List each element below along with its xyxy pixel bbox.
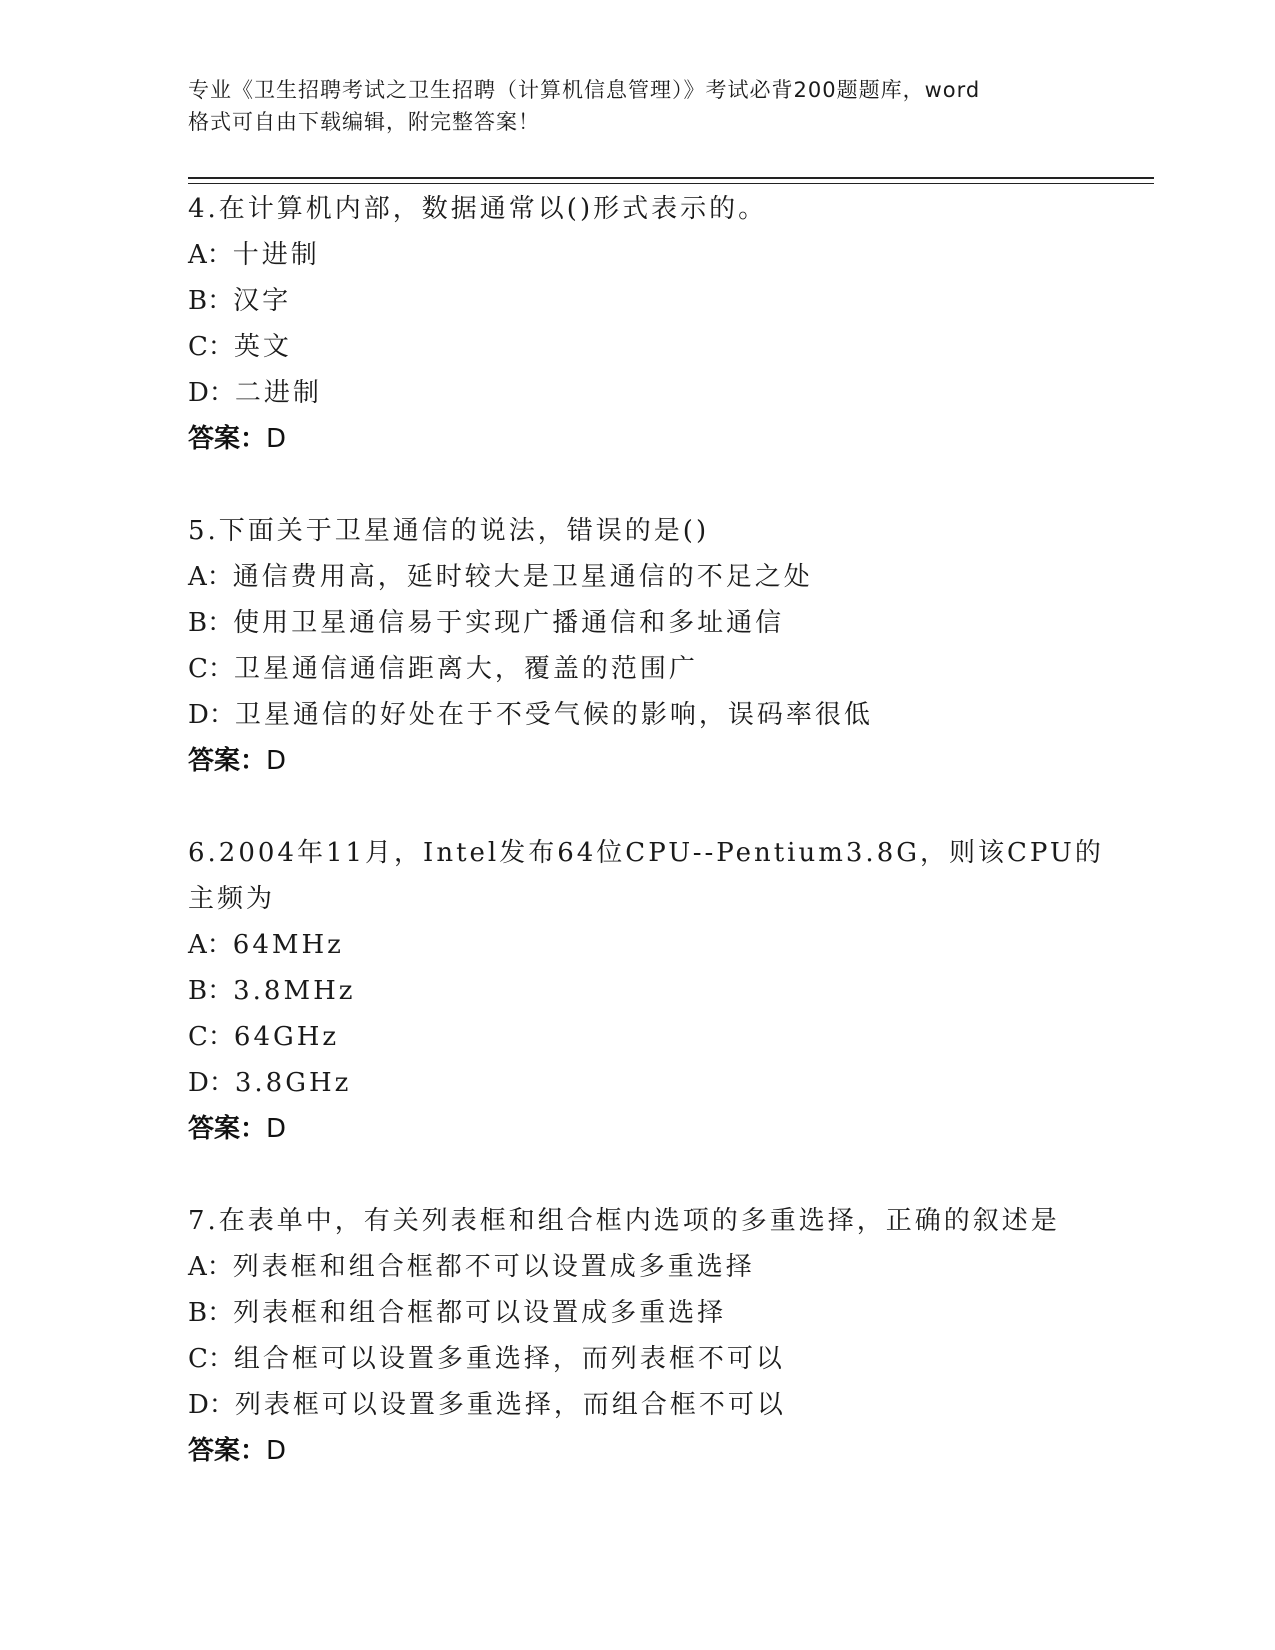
option-b [188,1290,1108,1336]
option-text: 十进制 [232,240,320,270]
option-text: 3.8GHz [234,1068,352,1098]
answer-label: 答案： [188,1436,267,1466]
option-b [188,278,1108,324]
option-a [188,922,1108,968]
question-item [188,508,1108,784]
option-d [188,692,1108,738]
option-letter: A： [188,240,233,270]
question-stem: 4.在计算机内部，数据通常以()形式表示的。 [188,194,768,224]
answer-label: 答案： [188,746,267,776]
question-item [188,830,1108,1152]
answer-line [188,1106,1108,1152]
option-text: 列表框可以设置多重选择，而组合框不可以 [234,1390,786,1420]
header-divider-thick [188,177,1154,179]
option-letter: C： [188,1022,234,1052]
option-text: 使用卫星通信易于实现广播通信和多址通信 [233,608,785,638]
answer-line [188,1428,1108,1474]
question-stem: 5.下面关于卫星通信的说法，错误的是() [188,516,710,546]
answer-label: 答案： [188,1114,267,1144]
answer-label: 答案： [188,424,267,454]
answer-line [188,738,1108,784]
question-stem: 6.2004年11月，Intel发布64位CPU--Pentium3.8G，则该CPU的主频为 [188,838,1104,914]
option-letter: C： [188,1344,234,1374]
question-list [188,186,1108,1520]
answer-value: D [266,1114,287,1144]
option-letter: B： [188,286,234,316]
option-c [188,646,1108,692]
option-a [188,232,1108,278]
option-letter: D： [188,1068,235,1098]
option-a [188,1244,1108,1290]
option-letter: C： [188,332,234,362]
option-letter: A： [188,1252,233,1282]
option-text: 通信费用高，延时较大是卫星通信的不足之处 [232,562,813,592]
option-b [188,968,1108,1014]
option-text: 英文 [233,332,292,362]
option-text: 64MHz [232,930,344,960]
question-item [188,186,1108,462]
option-text: 卫星通信的好处在于不受气候的影响，误码率很低 [234,700,873,730]
option-letter: B： [188,976,234,1006]
option-b [188,600,1108,646]
answer-value: D [266,424,287,454]
answer-line [188,416,1108,462]
option-d [188,1382,1108,1428]
option-letter: A： [188,930,233,960]
header-divider-thin [188,183,1154,184]
option-text: 3.8MHz [233,976,356,1006]
option-text: 汉字 [233,286,292,316]
option-letter: B： [188,1298,234,1328]
option-letter: D： [188,378,235,408]
option-c [188,324,1108,370]
option-a [188,554,1108,600]
option-text: 组合框可以设置多重选择，而列表框不可以 [233,1344,785,1374]
option-letter: D： [188,1390,235,1420]
option-text: 二进制 [234,378,322,408]
option-letter: C： [188,654,234,684]
option-c [188,1014,1108,1060]
option-letter: B： [188,608,234,638]
option-text: 列表框和组合框都不可以设置成多重选择 [232,1252,755,1282]
option-letter: D： [188,700,235,730]
answer-value: D [266,746,287,776]
option-c [188,1336,1108,1382]
option-text: 64GHz [233,1022,340,1052]
document-header [188,74,1088,138]
header-line-2: 格式可自由下载编辑，附完整答案！ [188,110,540,134]
option-d [188,370,1108,416]
answer-value: D [266,1436,287,1466]
question-stem: 7.在表单中，有关列表框和组合框内选项的多重选择，正确的叙述是 [188,1206,1060,1236]
option-d [188,1060,1108,1106]
option-text: 卫星通信通信距离大，覆盖的范围广 [233,654,698,684]
option-text: 列表框和组合框都可以设置成多重选择 [233,1298,727,1328]
option-letter: A： [188,562,233,592]
question-item [188,1198,1108,1474]
header-line-1: 专业《卫生招聘考试之卫生招聘（计算机信息管理）》考试必背200题题库，word [188,78,981,102]
